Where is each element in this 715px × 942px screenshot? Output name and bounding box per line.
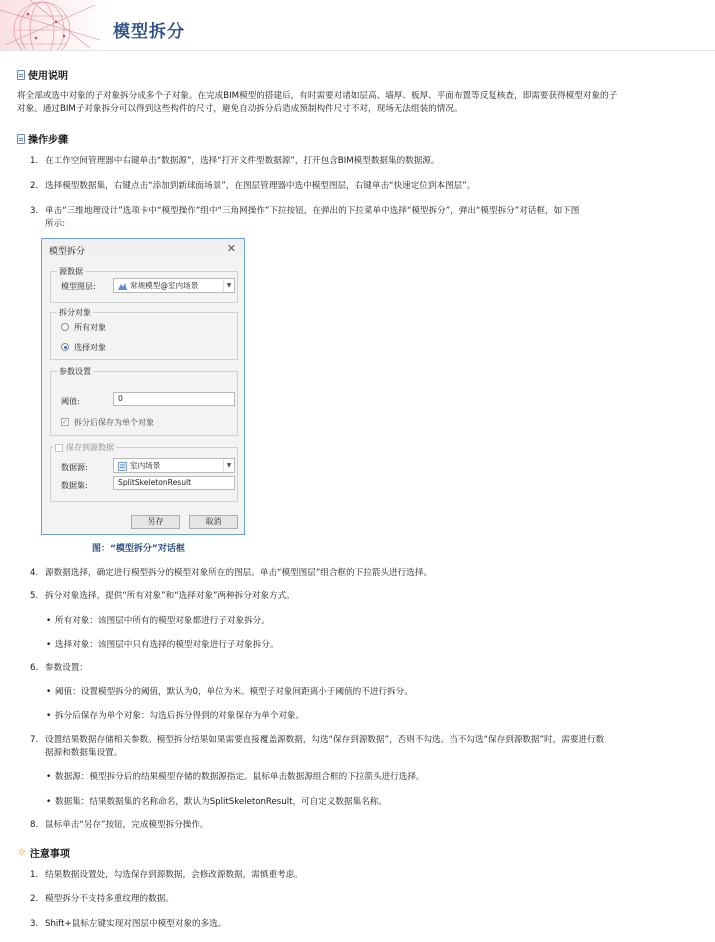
save-source-group: 保存到源数据 数据源: 室内场景 ▼ 数据集: SplitSkeletonResult (50, 447, 238, 502)
globe-banner-icon (0, 0, 110, 50)
sun-icon: ☼ (17, 845, 27, 859)
split-object-group: 拆分对象 所有对象 选择对象 (50, 312, 238, 360)
step-8: 8. 鼠标单击“另存”按钮，完成模型拆分操作。 (30, 820, 209, 830)
source-data-group: 源数据 模型图层: 常规模型@室内场景 ▼ (50, 271, 238, 303)
figure-caption: 图：“模型拆分”对话框 (92, 544, 185, 554)
datasource-combo[interactable]: 室内场景 ▼ (113, 458, 235, 473)
cancel-button[interactable]: 取消 (189, 515, 238, 529)
threshold-input[interactable]: 0 (113, 392, 235, 406)
step-7: 7. 设置结果数据存储相关参数。模型拆分结果如果需要直接覆盖源数据，勾选“保存到源数据”，否则不勾选。当不勾选“保存到源数据”时，需要进行数 据源和数据集设置。 (30, 735, 605, 758)
document-icon (17, 70, 25, 80)
model-layer-combo[interactable]: 常规模型@室内场景 ▼ (113, 278, 235, 293)
step-3: 3. 单击“三维地理设计”选项卡中“模型操作”组中“三角网操作”下拉按钮，在弹出的下拉菜单中选择“模型拆分”，弹出“模型拆分”对话框，如下图 所示: (30, 206, 580, 229)
list-item: • 数据源：模型拆分后的结果模型存储的数据源指定。鼠标单击数据源组合框的下拉箭头进行选择。 (55, 771, 705, 784)
save-single-checkbox[interactable]: ✓ (62, 418, 68, 426)
dataset-input[interactable]: SplitSkeletonResult (113, 476, 235, 490)
header-divider (0, 50, 715, 51)
step-1: 1. 在工作空间管理器中右键单击“数据源”，选择“打开文件型数据源”，打开包含BIM模型数据集的数据源。 (30, 156, 440, 166)
chevron-down-icon[interactable]: ▼ (223, 459, 234, 472)
close-icon[interactable]: ✕ (226, 242, 236, 255)
note-3: 3. Shift+鼠标左键实现对图层中模型对象的多选。 (30, 919, 227, 929)
all-objects-radio[interactable] (61, 323, 69, 331)
datasource-icon (118, 462, 127, 471)
step-4: 4. 源数据选择，确定进行模型拆分的模型对象所在的图层。单击“模型图层”组合框的下拉箭头进行选择。 (30, 568, 433, 578)
dialog-body (42, 257, 244, 534)
list-item: • 所有对象：该图层中所有的模型对象都进行子对象拆分。 (55, 615, 705, 628)
notes-heading: ☼ 注意事项 (17, 845, 70, 860)
step-5: 5. 拆分对象选择，提供“所有对象”和“选择对象”两种拆分对象方式。 (30, 591, 295, 601)
list-item: • 拆分后保存为单个对象：勾选后拆分得到的对象保存为单个对象。 (55, 710, 705, 723)
split-model-dialog (41, 238, 245, 535)
list-item: • 数据集：结果数据集的名称命名，默认为SplitSkeletonResult，可自定义数据集名称。 (55, 796, 705, 809)
model-layer-icon (118, 282, 127, 290)
usage-heading: 使用说明 (17, 67, 68, 82)
document-icon (17, 134, 25, 144)
list-item: • 选择对象：该图层中只有选择的模型对象进行子对象拆分。 (55, 639, 705, 652)
parameter-group: 参数设置 阈值: 0 ✓ 拆分后保存为单个对象 (50, 371, 238, 436)
selected-objects-radio[interactable] (61, 343, 69, 351)
steps-heading: 操作步骤 (17, 131, 68, 146)
usage-paragraph: 将全部或选中对象的子对象拆分成多个子对象。在完成BIM模型的搭建后，有时需要对诸如层高、墙厚、板厚、平面布置等反复核查，即需要获得模型对象的子 对象。通过BIM子对象拆分可以得到这些构件的尺寸，避免自动拆分后造成预制构件尺寸不对，现场无法组装的情况。 (17, 91, 618, 114)
list-item: • 阈值：设置模型拆分的阈值，默认为0，单位为米。模型子对象间距离小于阈值的不进行拆分。 (55, 686, 705, 699)
save-to-source-checkbox[interactable] (55, 444, 63, 452)
note-1: 1. 结果数据设置处，勾选保存到源数据，会修改源数据，需慎重考虑。 (30, 870, 303, 880)
note-2: 2. 模型拆分不支持多重纹理的数据。 (30, 894, 174, 904)
step-2: 2. 选择模型数据集，右键点击“添加到新球面场景”，在图层管理器中选中模型图层，右键单击“快速定位到本图层”。 (30, 181, 476, 191)
chevron-down-icon[interactable]: ▼ (223, 279, 234, 292)
save-as-button[interactable]: 另存 (131, 515, 180, 529)
page-header (0, 0, 715, 50)
page-title: 模型拆分 (113, 22, 185, 42)
dialog-title: 模型拆分 (49, 247, 86, 257)
step-6: 6. 参数设置： (30, 663, 88, 673)
